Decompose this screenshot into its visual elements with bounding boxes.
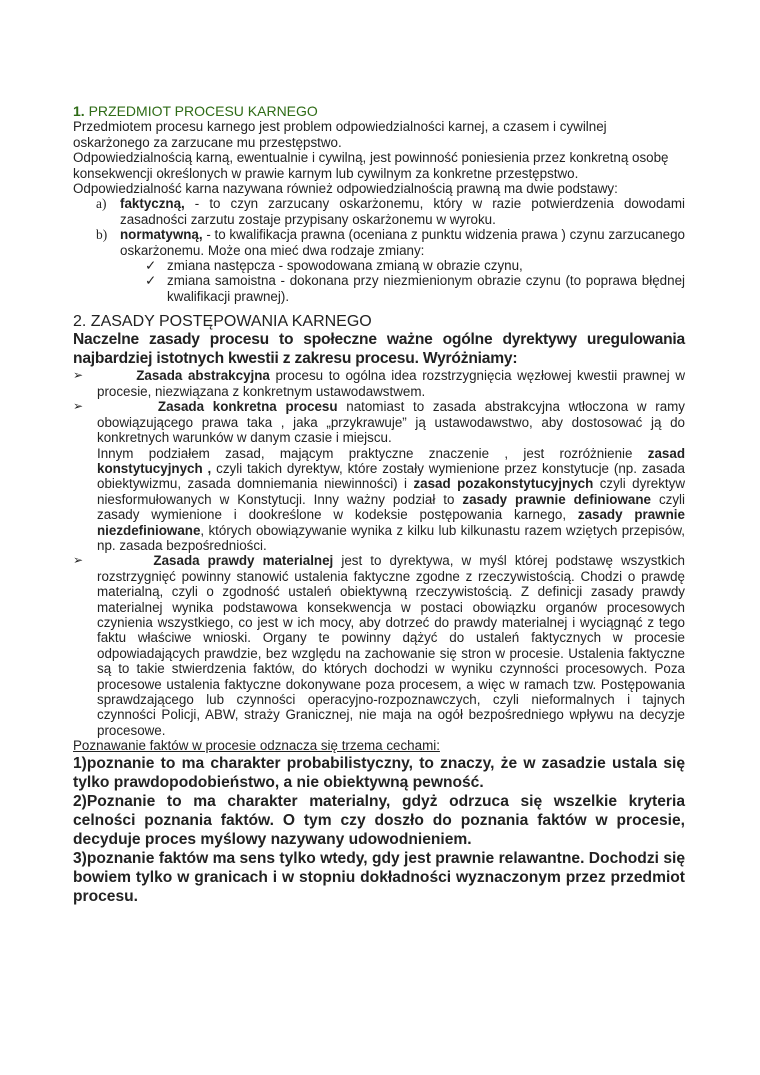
item-text: jest to dyrektywa, w myśl której podstawę wszystkich rozstrzygnięć powinny stanowić ustalenia faktyczne zgodne z rzeczywistością. Chodzi o prawdę materialną, czyli o zgodność ustaleń obiektywną rzeczywistością. Z definicji zasady prawdy materialnej wynika podstawowa konsekwencja w postaci obowiązku organów procesowych czynienia wszystkiego, co jest w ich mocy, aby dotrzeć do prawdy materialnej i wyciągnąć z tego faktu właściwe wnioski. Organy te powinny dążyć do ustaleń faktycznych w procesie odpowiadających prawdzie, bez względu na zachowanie się stron w procesie. Ustalenia faktyczne są to takie stwierdzenia faktów, do których dochodzi w wyniku czynności procesowych. Poza procesowe ustalenia faktyczne dokonywane poza procesem, a więc w ramach tzw. Postępowania sprawdzającego lub czynności operacyjno-rozpoznawczych, czyli nieformalnych i tajnych czynności Policji, ABW, straży Granicznej, nie maja na ogół bezpośredniego wpływu na decyzje procesowe. — [97, 553, 685, 738]
item-text: - to czyn zarzucany oskarżonemu, który w razie potwierdzenia dowodami zasadności zarzutu zostaje przypisany oskarżonemu w wyroku. — [120, 196, 685, 227]
checkmark-icon: ✓ — [145, 273, 157, 289]
term: zasady prawnie definiowane — [462, 491, 651, 507]
cognition-heading: Poznawanie faktów w procesie odznacza się trzema cechami: — [73, 738, 440, 754]
feature-3: 3)poznanie faktów ma sens tylko wtedy, gdy jest prawnie relawantne. Dochodzi się bowiem tylko w granicach i w stopniu dokładności wyznaczonym przez przedmiot procesu. — [73, 849, 685, 905]
check-item — [145, 258, 685, 273]
list-item-a — [73, 196, 685, 227]
principle-truth — [73, 553, 685, 738]
section-title: PRZEDMIOT PROCESU KARNEGO — [88, 103, 318, 119]
term: zasad pozakonstytucyjnych — [413, 476, 594, 492]
paragraph: Odpowiedzialność karna nazywana również odpowiedzialnością prawną ma dwie podstawy: — [73, 181, 618, 197]
list-marker: b) — [96, 227, 108, 243]
paragraph-division — [73, 446, 685, 554]
paragraph: Przedmiotem procesu karnego jest problem odpowiedzialności karnej, a czasem i cywilnej oskarżonego za zarzucane mu przestępstwo. — [73, 119, 607, 150]
section2-intro: Naczelne zasady procesu to społeczne ważne ogólne dyrektywy uregulowania najbardziej istotnych kwestii z zakresu procesu. Wyróżniamy: — [73, 331, 685, 367]
list-item-b — [73, 227, 685, 258]
text-run: Innym podziałem zasad, mającym praktyczne znaczenie , jest rozróżnienie — [97, 445, 648, 461]
section-number: 1. — [73, 103, 85, 119]
term: zasad konstytucyjnych , — [97, 445, 685, 476]
list-marker: a) — [96, 196, 107, 212]
arrow-bullet-icon: ➢ — [73, 368, 84, 383]
check-item — [145, 273, 685, 304]
item-text: - to kwalifikacja prawna (oceniana z punktu widzenia prawa ) czynu zarzucanego oskarżonemu. Może ona mieć dwa rodzaje zmiany: — [120, 227, 685, 258]
feature-2: 2)Poznanie to ma charakter materialny, gdyż odrzuca się wszelkie kryteria celności poznania faktów. O tym czy doszło do poznania faktów w procesie, decyduje proces myślowy nazywany udowodnieniem. — [73, 792, 685, 848]
term: Zasada abstrakcyjna — [136, 368, 270, 384]
term: Zasada konkretna procesu — [157, 399, 338, 415]
check-item-text: zmiana następcza - spowodowana zmianą w obrazie czynu, — [167, 258, 523, 274]
item-text: procesu to ogólna idea rozstrzygnięcia węzłowej kwestii prawnej w procesie, niezwiązana z konkretnym ustawodawstwem. — [97, 368, 686, 399]
term: zasady prawnie niezdefiniowane — [97, 507, 685, 538]
item-text: natomiast to zasada abstrakcyjna wtłoczona w ramy obowiązującego prawa taka , jaka „przykrawuje” ją ustawodawstwo, aby dostosować ją do konkretnych warunków w danym czasie i miejscu. — [97, 399, 685, 446]
feature-1: 1)poznanie to ma charakter probabilistyczny, to znaczy, że w zasadzie ustala się tylko prawdopodobieństwo, a nie obiektywną pewność. — [73, 754, 685, 791]
text-run: czyli zasady wymienione i dookreślone w kodeksie postępowania karnego, — [97, 491, 685, 523]
document-page — [73, 104, 685, 906]
paragraph: Odpowiedzialnością karną, ewentualnie i cywilną, jest powinność poniesienia przez konkretną osobę konsekwencji określonych w prawie karnym lub cywilnym za konkretne przestępstwo. — [73, 150, 669, 181]
term: normatywną, — [120, 227, 203, 243]
arrow-bullet-icon: ➢ — [73, 553, 84, 568]
text-run: czyli takich dyrektyw, które zostały wymienione przez konstytucje (np. zasada obiektywizmu, zasada domniemania niewinności) i — [97, 460, 685, 492]
text-run: czyli dyrektyw niesformułowanych w Konstytucji. Inny ważny podział to — [97, 476, 686, 507]
checkmark-icon: ✓ — [145, 258, 157, 274]
check-item-text: zmiana samoistna - dokonana przy niezmienionym obrazie czynu (to poprawa błędnej kwalifikacji prawnej). — [167, 273, 685, 304]
term: Zasada prawdy materialnej — [153, 553, 334, 569]
principle-abstract — [73, 368, 685, 399]
arrow-bullet-icon: ➢ — [73, 399, 84, 414]
section2-heading: 2. ZASADY POSTĘPOWANIA KARNEGO — [73, 313, 372, 331]
text-run: , których obowiązywanie wynika z kilku lub kilkunastu razem wziętych przepisów, np. zasada bezpośredniości. — [97, 522, 685, 553]
section1-heading — [73, 104, 685, 119]
principle-concrete — [73, 399, 685, 445]
term: faktyczną, — [120, 196, 185, 212]
